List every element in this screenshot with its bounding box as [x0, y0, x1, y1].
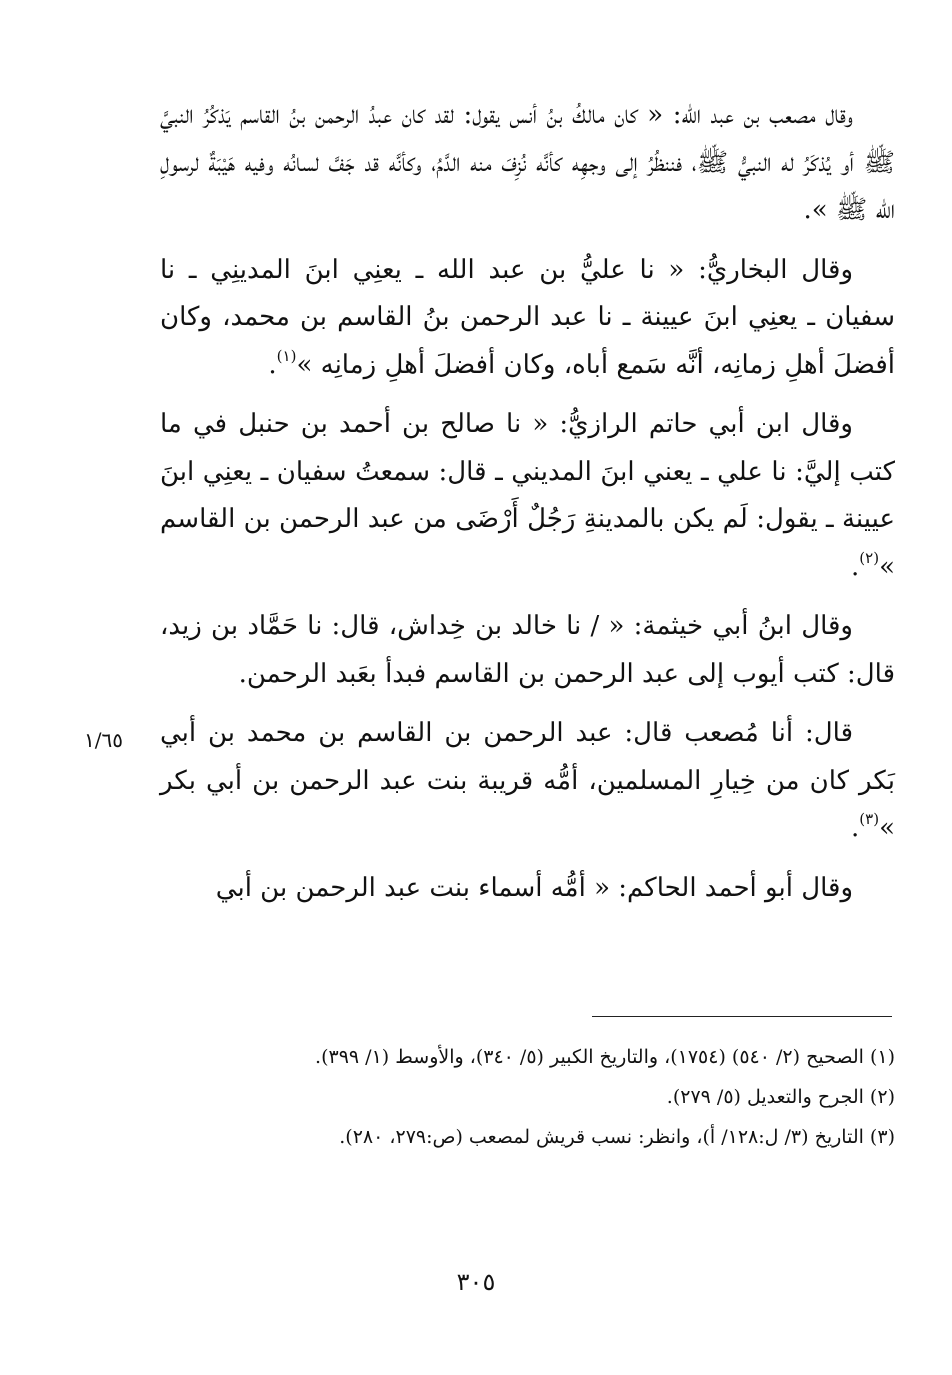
footnote-2: (٢) الجرح والتعديل (٥/ ٢٧٩). — [666, 1086, 895, 1108]
footnotes — [160, 1040, 895, 1160]
footnote-1: (١) الصحيح (٢/ ٥٤٠) (١٧٥٤)، والتاريخ الكبير (٥/ ٣٤٠)، والأوسط (١/ ٣٩٩). — [315, 1046, 895, 1068]
footnote-3: (٣) التاريخ (٣/ ل:١٢٨/ أ)، وانظر: نسب قريش لمصعب (ص:٢٧٩، ٢٨٠). — [339, 1126, 895, 1148]
paragraph-text: وقال ابنُ أبي خيثمة: « / نا خالد بن خِداش، قال: نا حَمَّاد بن زيد، قال: كتب أيوب إلى عبد الرحمن بن القاسم فبدأ بعَبد الرحمن. — [160, 611, 895, 689]
main-text — [160, 92, 895, 924]
paragraph-tail: . — [268, 349, 277, 380]
paragraph-3 — [160, 401, 895, 591]
page-number: ٣٠٥ — [456, 1268, 496, 1296]
paragraph-5 — [160, 710, 895, 853]
footnote-separator — [592, 1016, 892, 1017]
paragraph-text: قال: أنا مُصعب قال: عبد الرحمن بن القاسم بن محمد بن أبي بَكر كان من خِيارِ المسلمين، أمُّه قريبة بنت عبد الرحمن بن أبي بكر » — [160, 718, 895, 843]
paragraph-6 — [160, 865, 895, 913]
paragraph-text: وقال البخاريُّ: « نا عليُّ بن عبد الله ـ يعنِي ابنَ المدينِي ـ نا سفيان ـ يعنِي ابنَ عيينة ـ نا عبد الرحمن بنُ القاسم بن محمد، وكان أفضلَ أهلِ زمانِه، أنَّه سَمع أباه، وكان أفضلَ أهلِ زمانِه » — [160, 254, 895, 380]
margin-page-reference: ١/٦٥ — [84, 728, 123, 752]
footnote-ref: (٣) — [859, 810, 880, 828]
paragraph-4 — [160, 603, 895, 698]
paragraph-2 — [160, 247, 895, 390]
paragraph-text: وقال أبو أحمد الحاكم: « أمُّه أسماء بنت عبد الرحمن بن أبي — [215, 872, 853, 903]
paragraph-text: وقال ابن أبي حاتم الرازيُّ: « نا صالح بن أحمد بن حنبل في ما كتب إليَّ: نا علي ـ يعني ابنَ المديني ـ قال: سمعتُ سفيان ـ يعنِي ابنَ عيينة ـ يقول: لَم يكن بالمدينةِ رَجُلٌ أَرْضَى من عبد الرحمن بن القاسم » — [160, 409, 895, 582]
paragraph-1 — [160, 92, 895, 235]
footnote-ref: (١) — [276, 346, 297, 365]
footnote-ref: (٢) — [859, 548, 880, 567]
paragraph-text: وقال مصعب بن عبد الله: « كان مالكُ بنُ أنس يقول: لقد كان عبدُ الرحمن بنُ القاسم يَذكُرُ النبيَّ ﷺ أو يُذكَرُ له النبيُّ ﷺ، فننظُرُ إلى وجهِه كأنَّه نُزِفَ منه الدَّمُ، وكأنَّه قد جَفَّ لسانُه وفيه هَيْبَةٌ لرسولِ الله ﷺ ». — [160, 100, 895, 225]
paragraph-tail: . — [851, 551, 860, 582]
paragraph-tail: . — [851, 813, 860, 843]
